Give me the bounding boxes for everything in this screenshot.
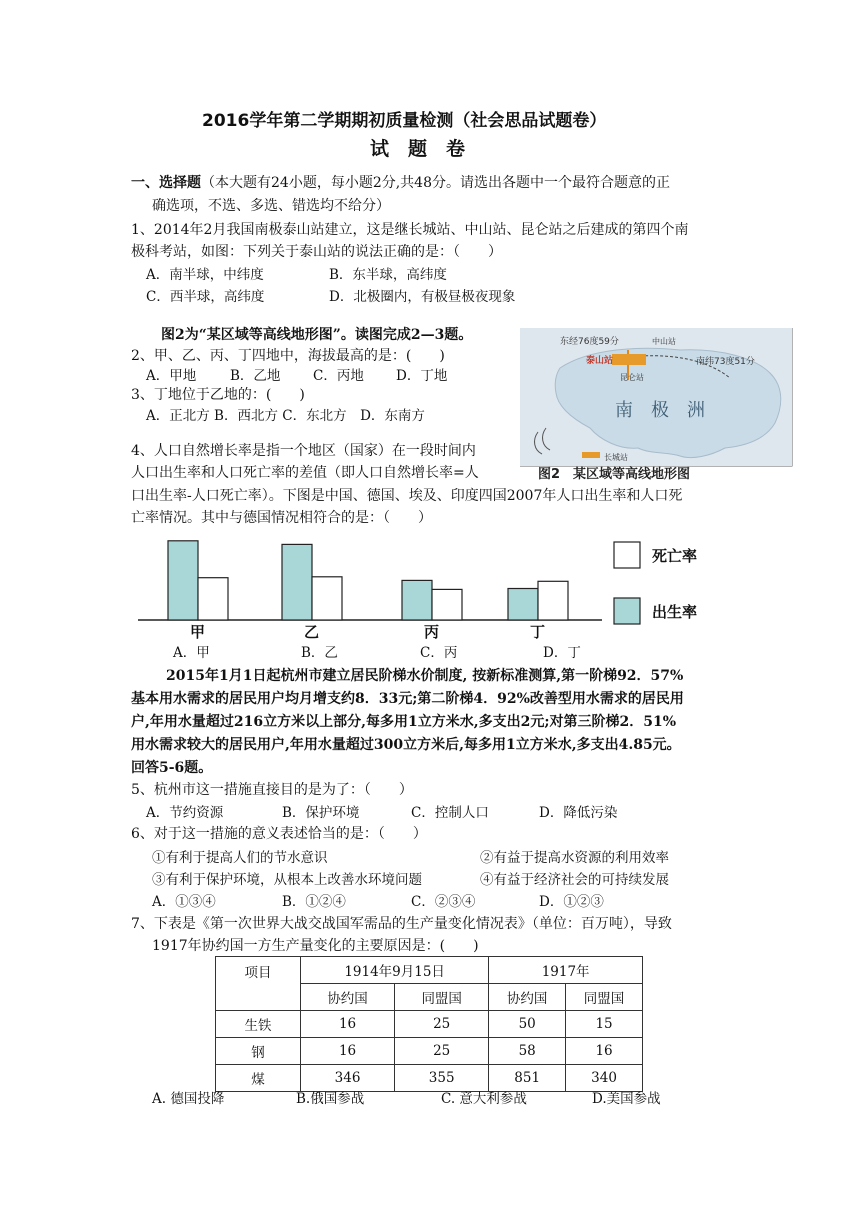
- q4-option-d: D．丁: [543, 645, 581, 661]
- chart-category-label: 乙: [304, 623, 320, 641]
- table-row: [216, 1065, 643, 1092]
- q2-stem: 2、甲、乙、丙、丁四地中，海拔最高的是：( ): [131, 348, 445, 364]
- q6-stem: 6、对于这一措施的意义表述恰当的是：（ ）: [131, 826, 427, 842]
- table-row-label: 生铁: [216, 1011, 301, 1038]
- table-cell: 16: [301, 1038, 395, 1065]
- bar-birth-2: [402, 580, 432, 620]
- table-subheader: 同盟国: [566, 984, 643, 1011]
- q4-stem-3: 口出生率-人口死亡率）。下图是中国、德国、埃及、印度四国2007年人口出生率和人口死: [131, 488, 683, 504]
- passage-line-1: 2015年1月1日起杭州市建立居民阶梯水价制度, 按新标准测算,第一阶梯92．57%: [166, 668, 684, 684]
- q6-statement-3: ③有利于保护环境，从根本上改善水环境问题: [152, 872, 422, 888]
- map-label-zhongshan: 中山站: [652, 337, 676, 346]
- table-row-label: 钢: [216, 1038, 301, 1065]
- map-label-changcheng: 长城站: [604, 453, 628, 462]
- changcheng-marker: [582, 452, 600, 458]
- table-cell: 25: [395, 1011, 489, 1038]
- chart-category-label: 丙: [424, 623, 440, 641]
- table-subheader: 协约国: [489, 984, 566, 1011]
- bar-death-0: [198, 578, 228, 620]
- bar-death-1: [312, 577, 342, 620]
- bar-death-3: [538, 581, 568, 620]
- q4-option-b: B．乙: [301, 645, 338, 661]
- passage-line-4: 用水需求较大的居民用户,年用水量超过300立方米后,每多用1立方米水,多支出4.85元。: [131, 737, 681, 753]
- q6-option-c: C．②③④: [411, 894, 476, 910]
- population-rate-chart: [130, 524, 730, 644]
- table-header-row: [216, 957, 643, 984]
- q4-option-c: C．丙: [420, 645, 458, 661]
- q2-option-a: A．甲地: [146, 368, 197, 384]
- q2-option-c: C．丙地: [313, 368, 364, 384]
- taishan-marker: [612, 354, 646, 365]
- chart-category-label: 丁: [530, 623, 546, 641]
- legend-swatch: [614, 542, 640, 568]
- table-cell: 58: [489, 1038, 566, 1065]
- legend-label: 出生率: [652, 603, 698, 621]
- q2-option-b: B．乙地: [230, 368, 281, 384]
- q7-stem-2: 1917年协约国一方生产量变化的主要原因是：( ): [152, 938, 479, 954]
- bar-death-2: [432, 589, 462, 620]
- chart-category-label: 甲: [190, 623, 206, 641]
- table-cell: 50: [489, 1011, 566, 1038]
- q1-option-a: A．南半球，中纬度: [146, 267, 264, 283]
- map-label-taishan: 泰山站: [586, 356, 614, 366]
- q2-intro: 图2为“某区域等高线地形图”。读图完成2—3题。: [161, 327, 473, 343]
- q6-statement-4: ④有益于经济社会的可持续发展: [480, 872, 669, 888]
- passage-line-5: 回答5-6题。: [131, 760, 213, 776]
- page-title: 2016学年第二学期期初质量检测（社会思品试题卷）: [202, 111, 607, 131]
- q6-statement-2: ②有益于提高水资源的利用效率: [480, 850, 669, 866]
- table-header-1914: 1914年9月15日: [301, 957, 489, 984]
- table-cell: 16: [301, 1011, 395, 1038]
- q5-option-a: A．节约资源: [146, 805, 224, 821]
- table-cell: 15: [566, 1011, 643, 1038]
- table-cell: 851: [489, 1065, 566, 1092]
- q4-stem-2: 人口出生率和人口死亡率的差值（即人口自然增长率=人: [131, 465, 479, 481]
- map-label-lon: 东经76度59分: [560, 337, 619, 347]
- q6-option-b: B．①②④: [282, 894, 346, 910]
- map-label-continent: 南 极 洲: [615, 400, 705, 421]
- passage-line-3: 户,年用水量超过216立方米以上部分,每多用1立方米水,多支出2元;对第三阶梯2．51%: [131, 714, 677, 730]
- q2-option-d: D．丁地: [396, 368, 448, 384]
- q7-option-c: C. 意大利参战: [441, 1091, 527, 1107]
- section-heading-line: [131, 172, 670, 192]
- table-cell: 355: [395, 1065, 489, 1092]
- q1-option-c: C．西半球，高纬度: [146, 289, 265, 305]
- page-subtitle: 试 题 卷: [370, 138, 466, 160]
- q6-option-d: D．①②③: [539, 894, 604, 910]
- munitions-table: [215, 956, 643, 1092]
- table-cell: 25: [395, 1038, 489, 1065]
- table-header-1917: 1917年: [489, 957, 643, 984]
- table-subheader: 协约国: [301, 984, 395, 1011]
- section-heading: 一、选择题: [131, 175, 201, 191]
- bar-birth-0: [168, 541, 198, 620]
- q4-stem-4: 亡率情况。其中与德国情况相符合的是：（ ）: [131, 510, 432, 526]
- antarctica-map-figure: [520, 328, 796, 482]
- table-cell: 16: [566, 1038, 643, 1065]
- q5-stem: 5、杭州市这一措施直接目的是为了：（ ）: [131, 782, 413, 798]
- q5-option-c: C．控制人口: [411, 805, 489, 821]
- bar-birth-1: [282, 544, 312, 620]
- q7-option-a: A. 德国投降: [152, 1091, 225, 1107]
- q5-option-b: B．保护环境: [282, 805, 360, 821]
- table-row: [216, 1011, 643, 1038]
- q1-stem-2: 极科考站，如图：下列关于泰山站的说法正确的是：（ ）: [131, 244, 502, 260]
- q1-stem-1: 1、2014年2月我国南极泰山站建立，这是继长城站、中山站、昆仑站之后建成的第四个南: [131, 222, 689, 238]
- q7-option-b: B.俄国参战: [296, 1091, 365, 1107]
- q3-options: A．正北方 B．西北方 C．东北方 D．东南方: [146, 408, 425, 424]
- table-cell: 346: [301, 1065, 395, 1092]
- legend-label: 死亡率: [652, 547, 698, 565]
- q6-statement-1: ①有利于提高人们的节水意识: [152, 850, 328, 866]
- map-label-kunlun: 昆仑站: [620, 373, 644, 382]
- map-caption: 图2 某区域等高线地形图: [538, 467, 691, 482]
- section-instructions-1: （本大题有24小题，每小题2分,共48分。请选出各题中一个最符合题意的正: [201, 175, 670, 191]
- map-label-lat: 南纬73度51分: [696, 357, 755, 367]
- table-row: [216, 1038, 643, 1065]
- q6-option-a: A．①③④: [152, 894, 216, 910]
- passage-line-2: 基本用水需求的居民用户均月增支约8．33元;第二阶梯4．92%改善型用水需求的居民用: [131, 691, 684, 707]
- legend-swatch: [614, 598, 640, 624]
- q1-option-b: B．东半球，高纬度: [329, 267, 447, 283]
- q3-stem: 3、丁地位于乙地的：( ): [131, 387, 305, 403]
- bar-birth-3: [508, 589, 538, 621]
- q7-option-d: D.美国参战: [592, 1091, 661, 1107]
- table-cell: 340: [566, 1065, 643, 1092]
- q4-option-a: A．甲: [173, 645, 210, 661]
- q4-stem-1: 4、人口自然增长率是指一个地区（国家）在一段时间内: [131, 443, 476, 459]
- q1-option-d: D．北极圈内，有极昼极夜现象: [329, 289, 516, 305]
- table-subheader: 同盟国: [395, 984, 489, 1011]
- table-row-label: 煤: [216, 1065, 301, 1092]
- table-header-item: 项目: [216, 957, 301, 1011]
- section-instructions-2: 确选项，不选、多选、错选均不给分）: [152, 198, 390, 214]
- q7-stem-1: 7、下表是《第一次世界大战交战国军需品的生产量变化情况表》（单位：百万吨），导致: [131, 916, 672, 932]
- q5-option-d: D．降低污染: [539, 805, 618, 821]
